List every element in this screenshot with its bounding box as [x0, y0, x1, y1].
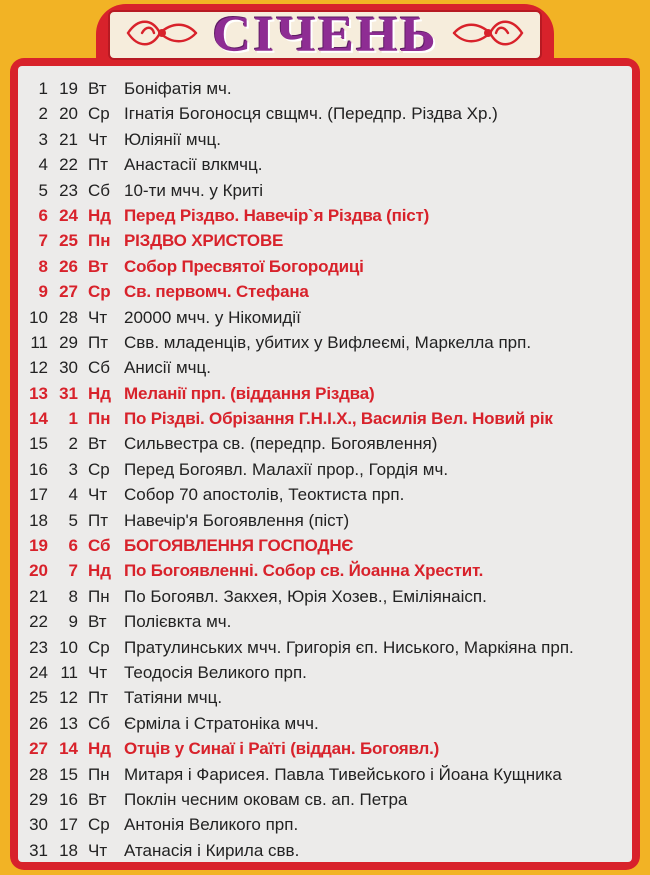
- old-style-date: 3: [68, 459, 78, 479]
- feast-text: Анисії мчц.: [124, 358, 211, 378]
- old-style-date: 10: [59, 637, 78, 657]
- day-row: [18, 457, 632, 482]
- day-row: [18, 178, 632, 203]
- weekday: Чт: [88, 840, 108, 860]
- day-row: [18, 812, 632, 837]
- old-style-date: 14: [59, 739, 78, 759]
- weekday: Вт: [88, 79, 107, 98]
- day-row: [18, 203, 632, 228]
- day-number: 2: [38, 104, 48, 124]
- weekday: Чт: [88, 662, 108, 682]
- weekday: Сб: [88, 180, 111, 200]
- feast-text: 20000 мчч. у Нікомидії: [124, 307, 301, 327]
- day-row: [18, 279, 632, 304]
- weekday: Пн: [88, 231, 111, 251]
- weekday: Вт: [88, 612, 107, 632]
- day-number: 24: [29, 662, 48, 682]
- weekday: Вт: [88, 789, 107, 809]
- old-style-date: 27: [59, 282, 78, 302]
- day-number: 29: [29, 789, 48, 809]
- day-list: [18, 76, 632, 863]
- feast-text: Ігнатія Богоносця свщмч. (Передпр. Різдва Хр.): [124, 104, 498, 124]
- day-row: [18, 609, 632, 634]
- weekday: Сб: [88, 536, 111, 556]
- weekday: Пт: [88, 155, 109, 175]
- old-style-date: 8: [68, 586, 78, 606]
- day-number: 27: [29, 739, 48, 759]
- feast-text: Навечір'я Богоявлення (піст): [124, 510, 350, 530]
- old-style-date: 16: [59, 789, 78, 809]
- old-style-date: 19: [59, 79, 78, 98]
- day-row: [18, 228, 632, 253]
- day-row: [18, 736, 632, 761]
- day-number: 14: [29, 409, 48, 429]
- day-number: 13: [29, 383, 48, 403]
- old-style-date: 26: [59, 256, 78, 276]
- old-style-date: 15: [59, 764, 78, 784]
- old-style-date: 30: [59, 358, 78, 378]
- weekday: Нд: [88, 561, 112, 581]
- old-style-date: 7: [68, 561, 78, 581]
- day-number: 15: [29, 434, 48, 454]
- day-number: 22: [29, 612, 48, 632]
- old-style-date: 23: [59, 180, 78, 200]
- day-number: 7: [38, 231, 48, 251]
- right-ornament-icon: [448, 14, 528, 52]
- feast-text: По Різдві. Обрізання Г.Н.І.Х., Василія Вел. Новий рік: [124, 409, 553, 429]
- old-style-date: 21: [59, 129, 78, 149]
- feast-text: Перед Богоявл. Малахії прор., Гордія мч.: [124, 459, 449, 479]
- day-number: 16: [29, 459, 48, 479]
- weekday: Сб: [88, 713, 111, 733]
- weekday: Вт: [88, 256, 109, 276]
- day-row: [18, 685, 632, 710]
- weekday: Пн: [88, 586, 110, 606]
- day-number: 25: [29, 688, 48, 708]
- feast-text: Отців у Синаї і Раїті (віддан. Богоявл.): [124, 739, 440, 759]
- feast-text: Єрміла і Стратоніка мчч.: [124, 713, 319, 733]
- old-style-date: 6: [68, 536, 78, 556]
- day-row: [18, 254, 632, 279]
- day-row: [18, 635, 632, 660]
- old-style-date: 22: [59, 155, 78, 175]
- old-style-date: 13: [59, 713, 78, 733]
- old-style-date: 11: [60, 662, 78, 682]
- day-number: 18: [29, 510, 48, 530]
- feast-text: Пратулинських мчч. Григорія єп. Ниського, Маркіяна прп.: [124, 637, 574, 657]
- day-number: 12: [29, 358, 48, 378]
- feast-text: Боніфатія мч.: [124, 79, 232, 98]
- old-style-date: 24: [59, 205, 78, 225]
- left-ornament-icon: [122, 14, 202, 52]
- feast-text: Антонія Великого прп.: [124, 815, 299, 835]
- weekday: Чт: [88, 307, 108, 327]
- feast-text: Сильвестра св. (передпр. Богоявлення): [124, 434, 438, 454]
- feast-text: Перед Різдво. Навечір`я Різдва (піст): [124, 205, 430, 225]
- day-row: [18, 558, 632, 583]
- feast-text: По Богоявленні. Собор св. Йоанна Хрестит.: [124, 561, 484, 581]
- weekday: Пн: [88, 764, 110, 784]
- day-row: [18, 660, 632, 685]
- old-style-date: 5: [68, 510, 78, 530]
- old-style-date: 31: [59, 383, 78, 403]
- day-number: 4: [38, 155, 48, 175]
- weekday: Ср: [88, 637, 110, 657]
- day-row: [18, 762, 632, 787]
- feast-text: Поклін чесним оковам св. ап. Петра: [124, 789, 408, 809]
- feast-text: Анастасії влкмчц.: [124, 155, 263, 175]
- weekday: Чт: [88, 129, 108, 149]
- day-row: [18, 305, 632, 330]
- old-style-date: 2: [68, 434, 78, 454]
- old-style-date: 18: [59, 840, 78, 860]
- day-number: 28: [29, 764, 48, 784]
- feast-text: Собор Пресвятої Богородиці: [124, 256, 364, 276]
- weekday: Ср: [88, 459, 110, 479]
- day-row: [18, 838, 632, 863]
- weekday: Нд: [88, 739, 112, 759]
- old-style-date: 28: [59, 307, 78, 327]
- day-number: 23: [29, 637, 48, 657]
- feast-text: БОГОЯВЛЕННЯ ГОСПОДНЄ: [124, 536, 354, 556]
- feast-text: РІЗДВО ХРИСТОВЕ: [124, 231, 284, 251]
- day-row: [18, 127, 632, 152]
- day-row: [18, 406, 632, 431]
- weekday: Сб: [88, 358, 111, 378]
- old-style-date: 25: [59, 231, 78, 251]
- weekday: Ср: [88, 104, 110, 124]
- feast-text: По Богоявл. Закхея, Юрія Хозев., Еміліянаісп.: [124, 586, 487, 606]
- day-number: 31: [29, 840, 48, 860]
- day-row: [18, 711, 632, 736]
- day-number: 26: [29, 713, 48, 733]
- weekday: Пт: [88, 688, 109, 708]
- day-number: 3: [38, 129, 48, 149]
- day-row: [18, 355, 632, 380]
- weekday: Нд: [88, 383, 112, 403]
- day-number: 1: [38, 79, 48, 98]
- day-number: 17: [29, 485, 48, 505]
- weekday: Пн: [88, 409, 111, 429]
- day-row: [18, 152, 632, 177]
- day-number: 8: [38, 256, 48, 276]
- day-number: 19: [29, 536, 48, 556]
- old-style-date: 17: [59, 815, 78, 835]
- day-row: [18, 787, 632, 812]
- old-style-date: 4: [68, 485, 78, 505]
- old-style-date: 20: [59, 104, 78, 124]
- day-row: [18, 482, 632, 507]
- day-row: [18, 508, 632, 533]
- old-style-date: 12: [59, 688, 78, 708]
- old-style-date: 29: [59, 332, 78, 352]
- feast-text: Полієвкта мч.: [124, 612, 232, 632]
- day-row: [18, 533, 632, 558]
- day-row: [18, 584, 632, 609]
- feast-text: Митаря і Фарисея. Павла Тивейського і Йоана Кущника: [124, 764, 562, 784]
- day-number: 21: [29, 586, 48, 606]
- feast-text: Меланії прп. (віддання Різдва): [124, 383, 375, 403]
- weekday: Пт: [88, 332, 109, 352]
- weekday: Нд: [88, 205, 112, 225]
- old-style-date: 1: [68, 409, 78, 429]
- day-row: [18, 101, 632, 126]
- day-number: 9: [38, 282, 48, 302]
- day-row: [18, 76, 632, 101]
- day-number: 10: [29, 307, 48, 327]
- weekday: Пт: [88, 510, 109, 530]
- feast-text: Атанасія і Кирила свв.: [124, 840, 300, 860]
- feast-text: Св. первомч. Стефана: [124, 282, 309, 302]
- day-row: [18, 431, 632, 456]
- day-row: [18, 381, 632, 406]
- old-style-date: 9: [68, 612, 78, 632]
- feast-text: Теодосія Великого прп.: [124, 662, 307, 682]
- month-title: СІЧЕНЬ: [212, 5, 438, 63]
- feast-text: Татіяни мчц.: [124, 688, 223, 708]
- feast-text: Свв. младенців, убитих у Вифлеємі, Маркелла прп.: [124, 332, 532, 352]
- feast-text: Собор 70 апостолів, Теоктиста прп.: [124, 485, 405, 505]
- day-number: 20: [29, 561, 48, 581]
- weekday: Ср: [88, 815, 110, 835]
- day-number: 30: [29, 815, 48, 835]
- day-number: 5: [38, 180, 48, 200]
- feast-text: Юліянії мчц.: [124, 129, 221, 149]
- day-number: 6: [38, 205, 48, 225]
- weekday: Чт: [88, 485, 108, 505]
- day-row: [18, 330, 632, 355]
- weekday: Вт: [88, 434, 107, 454]
- weekday: Ср: [88, 282, 111, 302]
- feast-text: 10-ти мчч. у Криті: [124, 180, 264, 200]
- day-number: 11: [30, 332, 48, 352]
